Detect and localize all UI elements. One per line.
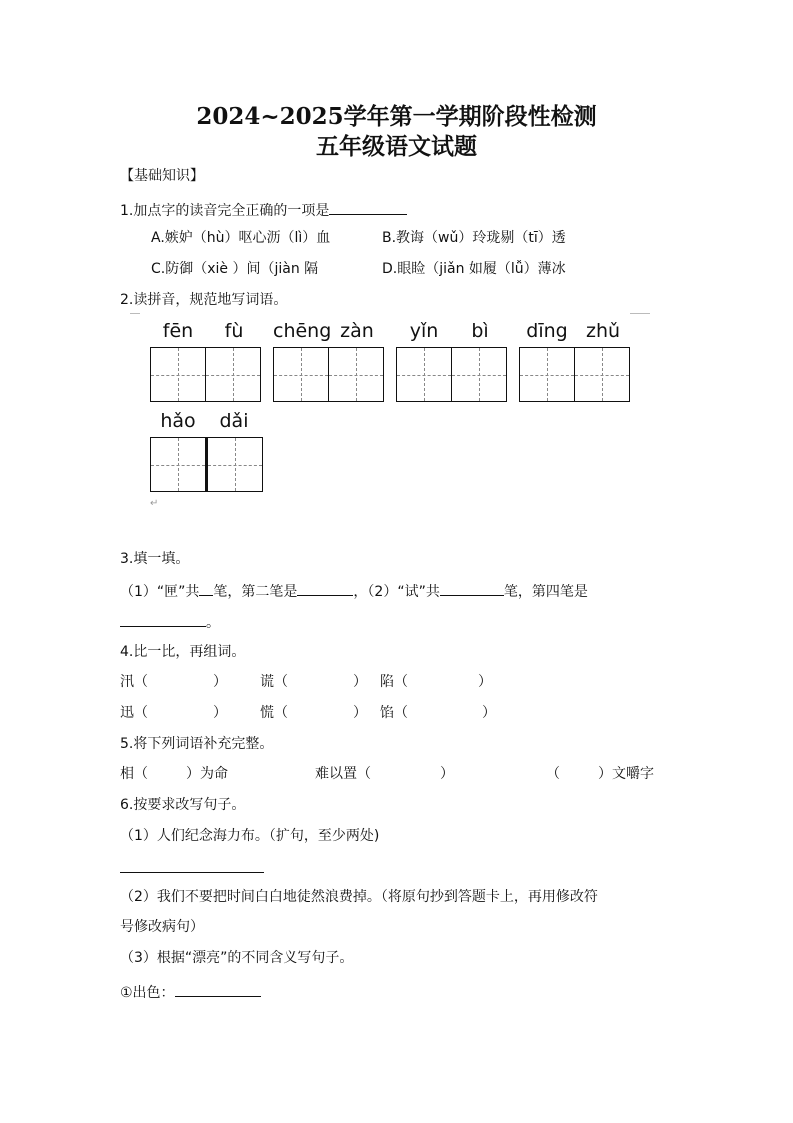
- q6-item1-label: ①出色：: [120, 985, 175, 1001]
- q6-sentence2-line1: （2）我们不要把时间白白地徒然浪费掉。（将原句抄到答题卡上，再用修改符: [120, 889, 598, 905]
- q4-row1-c-open: 陷（: [380, 674, 408, 690]
- q4-row2-a-close: ）: [213, 705, 227, 721]
- q4-row1-b-open: 谎（: [260, 674, 288, 690]
- q6-answer-line-1[interactable]: [120, 872, 264, 873]
- q4-row1-a-open: 汛（: [120, 674, 148, 690]
- q5-word1-open: 相（: [120, 766, 148, 782]
- q6-sentence3-item1: [120, 982, 261, 1002]
- q1-answer-blank[interactable]: [329, 200, 407, 215]
- q6-sentence3: （3）根据“漂亮”的不同含义写句子。: [120, 950, 354, 966]
- pinyin-yin: yǐn: [409, 320, 439, 342]
- writing-grid-yinbi[interactable]: [396, 347, 507, 402]
- q3-blank-4[interactable]: [120, 612, 206, 627]
- q2-stem: 2.读拼音，规范地写词语。: [120, 292, 288, 308]
- q5-stem: 5.将下列词语补充完整。: [120, 736, 274, 752]
- q5-word3-close: ）文嚼字: [598, 766, 654, 782]
- q3-blank-3[interactable]: [440, 581, 504, 596]
- writing-cell[interactable]: [206, 347, 261, 402]
- pinyin-fen: fēn: [162, 320, 194, 342]
- pinyin-zan: zàn: [340, 320, 374, 342]
- writing-cell[interactable]: [273, 347, 329, 402]
- q1-option-c: C.防御（xiè ）间（jiàn 隔: [151, 261, 319, 277]
- q4-row2-b-close: ）: [353, 705, 367, 721]
- writing-cell[interactable]: [206, 437, 263, 492]
- paragraph-return-mark: ↵: [150, 498, 159, 509]
- writing-grid-dingzhu[interactable]: [519, 347, 630, 402]
- pinyin-bi: bì: [471, 320, 489, 342]
- pinyin-zhu: zhǔ: [585, 320, 621, 342]
- corner-mark-left: [130, 313, 140, 322]
- section-heading: 【基础知识】: [120, 168, 204, 184]
- writing-cell[interactable]: [329, 347, 384, 402]
- q4-row2-c-close: ）: [482, 705, 496, 721]
- q3-text-5: 。: [206, 615, 220, 631]
- writing-cell[interactable]: [150, 437, 206, 492]
- writing-cell[interactable]: [519, 347, 575, 402]
- q5-word2-close: ）: [440, 766, 454, 782]
- writing-cell[interactable]: [396, 347, 452, 402]
- writing-cell[interactable]: [575, 347, 630, 402]
- q3-line2: [120, 612, 220, 632]
- q1-option-b: B.教诲（wǔ）玲珑剔（tī）透: [382, 230, 566, 246]
- q4-row2-b-open: 慌（: [260, 705, 288, 721]
- q6-sentence2-line2: 号修改病句）: [120, 919, 204, 935]
- exam-title-line1: 2024~2025学年第一学期阶段性检测: [196, 103, 597, 130]
- q3-stem: 3.填一填。: [120, 551, 190, 567]
- exam-title-line2: 五年级语文试题: [316, 133, 477, 160]
- q3-text-2: 笔，第二笔是: [213, 584, 298, 600]
- q3-text-4: 笔，第四笔是: [503, 584, 588, 600]
- q4-row1-a-close: ）: [213, 674, 227, 690]
- q1-option-a: A.嫉妒（hù）呕心沥（lì）血: [151, 230, 331, 246]
- q4-row1-c-close: ）: [478, 674, 492, 690]
- q6-stem: 6.按要求改写句子。: [120, 797, 246, 813]
- pinyin-ding: dīng: [526, 320, 568, 342]
- pinyin-fu: fù: [224, 320, 244, 342]
- writing-grid-chengzan[interactable]: [273, 347, 384, 402]
- q1-stem: [120, 200, 407, 220]
- q3-blank-1[interactable]: [199, 581, 213, 596]
- writing-grid-fenfu[interactable]: [150, 347, 261, 402]
- q5-word3-open: （: [546, 766, 560, 782]
- q1-option-d: D.眼睑（jiǎn 如履（lǚ）薄冰: [382, 261, 566, 277]
- q6-item1-blank[interactable]: [175, 982, 261, 997]
- pinyin-hao: hǎo: [160, 410, 196, 432]
- corner-mark-right: [630, 313, 650, 322]
- writing-cell[interactable]: [150, 347, 206, 402]
- q3-line1: [120, 581, 588, 601]
- q1-stem-text: 1.加点字的读音完全正确的一项是: [120, 203, 330, 219]
- q6-sentence1: （1）人们纪念海力布。（扩句，至少两处): [120, 828, 380, 844]
- q5-word2-open: 难以置（: [315, 766, 371, 782]
- q3-blank-2[interactable]: [297, 581, 353, 596]
- writing-cell[interactable]: [452, 347, 507, 402]
- q4-row2-a-open: 迅（: [120, 705, 148, 721]
- pinyin-dai: dǎi: [219, 410, 249, 432]
- writing-grid-haodai[interactable]: [150, 437, 263, 492]
- q4-stem: 4.比一比，再组词。: [120, 644, 246, 660]
- pinyin-cheng: chēng: [273, 320, 332, 342]
- q3-text-3: ，（2）“试”共: [353, 584, 440, 600]
- q4-row2-c-open: 馅（: [380, 705, 408, 721]
- q4-row1-b-close: ）: [353, 674, 367, 690]
- q3-text-1: （1）“匣”共: [120, 584, 200, 600]
- q5-word1-close: ）为命: [186, 766, 228, 782]
